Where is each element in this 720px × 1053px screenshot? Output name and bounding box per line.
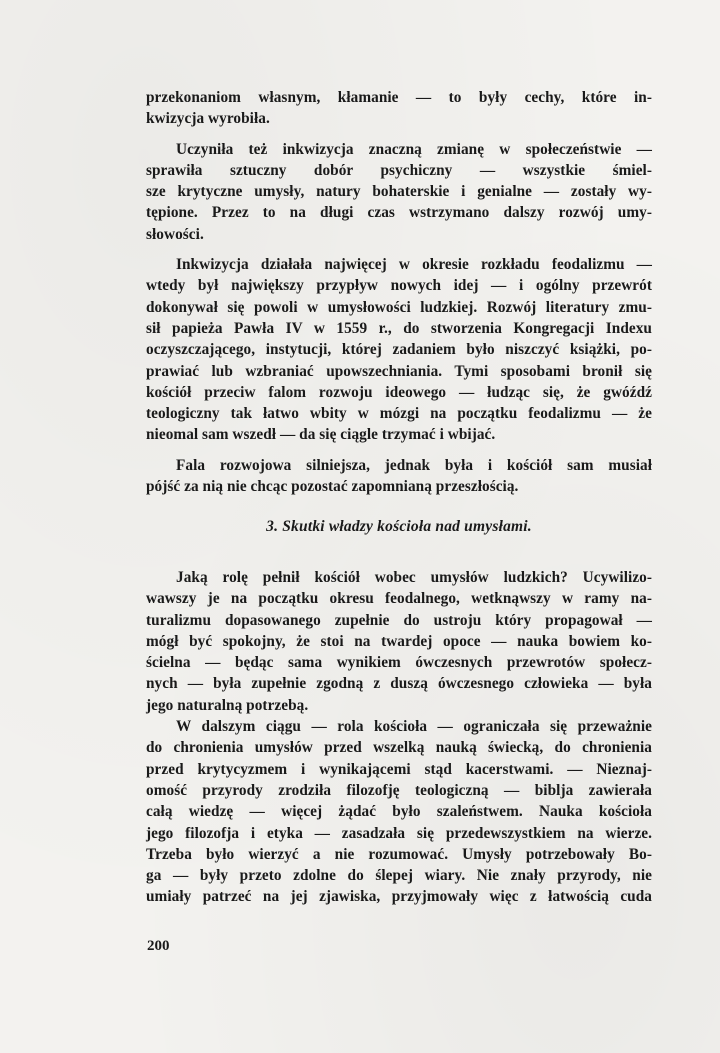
text-line: W dalszym ciągu — rola kościoła — ograniczała się przeważnie xyxy=(176,718,652,736)
text-line: prawiać lub wzbraniać upowszechniania. Tymi sposobami bronił się xyxy=(146,362,652,380)
paragraph xyxy=(146,254,652,446)
text-line: przekonaniom własnym, kłamanie — to były cechy, które in- xyxy=(146,89,652,106)
text-line: sprawiła sztuczny dobór psychiczny — wszystkie śmiel- xyxy=(146,161,652,179)
text-line: słowości. xyxy=(146,225,204,243)
text-line: ścielna — będąc sama wynikiem ówczesnych przewrotów społecz- xyxy=(146,654,652,672)
text-line: tępione. Przez to na długi czas wstrzymano dalszy rozwój umy- xyxy=(146,204,652,222)
text-line: oczyszczającego, instytucji, której zadaniem było niszczyć książki, po- xyxy=(146,341,652,359)
paragraph xyxy=(146,567,652,716)
text-line: jego filozofja i etyka — zasadzała się przedewszystkiem na wierze. xyxy=(146,824,652,842)
text-line: Jaką rolę pełnił kościół wobec umysłów ludzkich? Ucywilizo- xyxy=(176,569,652,586)
text-line: omość przyrody zrodziła filozofję teologiczną — biblja zawierała xyxy=(146,781,652,799)
text-line: umiały patrzeć na jej zjawiska, przyjmowały więc z łatwością cuda xyxy=(146,888,652,906)
text-line: nych — była zupełnie zgodną z duszą ówczesnego człowieka — była xyxy=(146,675,652,693)
text-line: mógł być spokojny, że stoi na twardej opoce — nauka bowiem ko- xyxy=(146,632,652,650)
body-text-bottom xyxy=(146,567,652,908)
text-line: turalizmu dopasowanego zupełnie do ustroju który propagował — xyxy=(146,611,652,629)
paragraph xyxy=(146,87,652,130)
text-line: całą wiedzę — więcej żądać było szaleństwem. Nauka kościoła xyxy=(146,803,652,821)
text-line: przed krytycyzmem i wynikającemi stąd kacerstwami. — Nieznaj- xyxy=(146,760,652,778)
text-line: sił papieża Pawła IV w 1559 r., do stworzenia Kongregacji Indexu xyxy=(146,319,652,337)
text-line: Uczyniła też inkwizycja znaczną zmianę w społeczeństwie — xyxy=(176,140,652,158)
text-line: wawszy je na początku okresu feodalnego, wetknąwszy w ramy na- xyxy=(146,590,652,608)
text-line: kwizycja wyrobiła. xyxy=(146,110,270,128)
paragraph xyxy=(146,455,652,498)
text-line: Trzeba było wierzyć a nie rozumować. Umysły potrzebowały Bo- xyxy=(146,845,652,863)
paragraph xyxy=(146,716,652,908)
text-line: dokonywał się powoli w umysłowości ludzkiej. Rozwój literatury zmu- xyxy=(146,298,652,316)
text-line: do chronienia umysłów przed wszelką nauką świecką, do chronienia xyxy=(146,739,652,757)
body-text-top xyxy=(146,87,652,497)
text-line: jego naturalną potrzebą. xyxy=(146,696,309,714)
text-line: Inkwizycja działała najwięcej w okresie rozkładu feodalizmu — xyxy=(176,256,652,274)
paragraph xyxy=(146,139,652,245)
section-heading: 3. Skutki władzy kościoła nad umysłami. xyxy=(266,518,532,535)
page-number: 200 xyxy=(147,938,170,954)
text-line: Fala rozwojowa silniejsza, jednak była i kościół sam musiał xyxy=(176,456,652,474)
text-line: pójść za nią nie chcąc pozostać zapomnianą przeszłością. xyxy=(146,478,519,496)
text-line: teologiczny tak łatwo wbity w mózgi na początku feodalizmu — że xyxy=(146,405,652,423)
text-line: sze krytyczne umysły, natury bohaterskie i genialne — zostały wy- xyxy=(146,183,652,201)
text-line: wtedy był największy przypływ nowych idej — i ogólny przewrót xyxy=(146,277,652,295)
text-line: nieomal sam wszedł — da się ciągle trzymać i wbijać. xyxy=(146,426,496,444)
text-line: ga — były przeto zdolne do ślepej wiary. Nie znały przyrody, nie xyxy=(146,867,652,885)
text-line: kościół przeciw falom rozwoju ideowego — łudząc się, że gwóźdź xyxy=(146,383,652,401)
